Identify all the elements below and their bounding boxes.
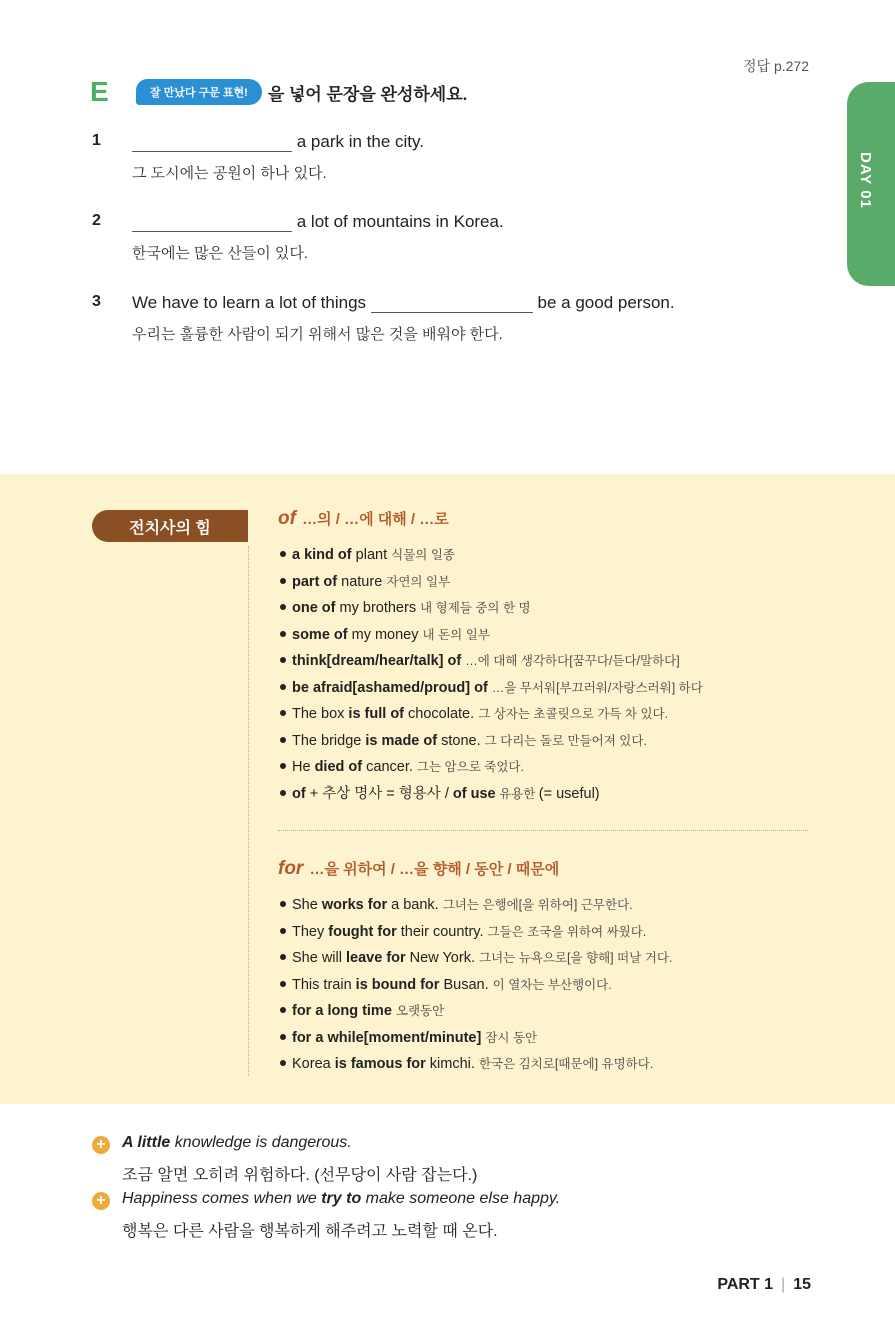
bullet-dot: [280, 790, 286, 796]
bullet-item: He died of cancer. 그는 암으로 죽었다.: [278, 754, 858, 781]
bullet-dot: [280, 1060, 286, 1066]
footer-separator: |: [781, 1276, 786, 1293]
grammar-title: 전치사의 힘: [92, 510, 248, 542]
bullet-dot: [280, 928, 286, 934]
answer-blank[interactable]: [132, 213, 292, 232]
part-label: PART 1: [717, 1276, 774, 1293]
bullet-dot: [280, 763, 286, 769]
section-of: [278, 508, 858, 807]
day-tab[interactable]: [847, 82, 895, 286]
bullet-dot: [280, 1007, 286, 1013]
item-sentence: a lot of mountains in Korea.: [132, 212, 504, 232]
plus-icon: +: [92, 1192, 110, 1210]
quote-korean: 행복은 다른 사람을 행복하게 해주려고 노력할 때 온다.: [122, 1223, 498, 1240]
bullet-dot: [280, 710, 286, 716]
bullet-dot: [280, 551, 286, 557]
bullet-dot: [280, 981, 286, 987]
answer-blank[interactable]: [371, 294, 533, 313]
of-bullet-list: [278, 542, 858, 807]
bullet-dot: [280, 901, 286, 907]
bullet-item: for a while[moment/minute] 잠시 동안: [278, 1025, 858, 1052]
page-number: 15: [793, 1276, 811, 1293]
bullet-dot: [280, 684, 286, 690]
item-sentence: a park in the city.: [132, 132, 424, 152]
item-sentence: We have to learn a lot of things be a good person.: [132, 293, 675, 312]
quote-english: Happiness comes when we try to make someone else happy.: [122, 1190, 561, 1207]
item-translation: 우리는 훌륭한 사람이 되기 위해서 많은 것을 배워야 한다.: [132, 326, 503, 343]
item-translation: 한국에는 많은 산들이 있다.: [132, 245, 309, 262]
day-tab-label: DAY 01: [857, 152, 874, 209]
bullet-item: The bridge is made of stone. 그 다리는 돌로 만들어져 있다.: [278, 728, 858, 755]
bullet-item: part of nature 자연의 일부: [278, 569, 858, 596]
divider-horizontal: [278, 830, 808, 831]
grammar-box: [0, 474, 895, 1104]
bullet-dot: [280, 737, 286, 743]
section-for: [278, 858, 858, 1078]
bullet-dot: [280, 954, 286, 960]
bullet-dot: [280, 1034, 286, 1040]
bullet-item: The box is full of chocolate. 그 상자는 초콜릿으로 가득 차 있다.: [278, 701, 858, 728]
for-bullet-list: [278, 892, 858, 1078]
page-footer: [717, 1276, 811, 1294]
quote-korean: 조금 알면 오히려 위험하다. (선무당이 사람 잡는다.): [122, 1167, 478, 1184]
bullet-item: of + 추상 명사 = 형용사 / of use 유용한 (= useful): [278, 781, 858, 808]
bullet-item: think[dream/hear/talk] of …에 대해 생각하다[꿈꾸다/듣다/말하다]: [278, 648, 858, 675]
item-number: 3: [92, 293, 101, 310]
bullet-item: one of my brothers 내 형제들 중의 한 명: [278, 595, 858, 622]
bullet-item: They fought for their country. 그들은 조국을 위하여 싸웠다.: [278, 919, 858, 946]
exercise-instruction: 을 넣어 문장을 완성하세요.: [267, 84, 468, 104]
bullet-dot: [280, 604, 286, 610]
bullet-item: This train is bound for Busan. 이 열차는 부산행이다.: [278, 972, 858, 999]
item-number: 2: [92, 212, 101, 229]
answer-blank[interactable]: [132, 133, 292, 152]
exercise-letter: E: [90, 76, 109, 107]
exercise-header: [90, 76, 467, 108]
section-heading: of …의 / …에 대해 / …로: [278, 508, 449, 529]
bullet-item: She will leave for New York. 그녀는 뉴욕으로[을 향해] 떠날 거다.: [278, 945, 858, 972]
bullet-item: a kind of plant 식물의 일종: [278, 542, 858, 569]
bullet-dot: [280, 631, 286, 637]
divider-vertical: [248, 546, 249, 1076]
plus-icon: +: [92, 1136, 110, 1154]
bullet-item: Korea is famous for kimchi. 한국은 김치로[때문에] 유명하다.: [278, 1051, 858, 1078]
bullet-item: for a long time 오랫동안: [278, 998, 858, 1025]
bullet-dot: [280, 578, 286, 584]
expression-pill: 잘 만났다 구문 표현!: [136, 79, 262, 105]
section-heading: for …을 위하여 / …을 향해 / 동안 / 때문에: [278, 858, 560, 879]
bullet-dot: [280, 657, 286, 663]
bullet-item: some of my money 내 돈의 일부: [278, 622, 858, 649]
quote-english: A little knowledge is dangerous.: [122, 1134, 352, 1151]
item-translation: 그 도시에는 공원이 하나 있다.: [132, 165, 327, 182]
bullet-item: She works for a bank. 그녀는 은행에[을 위하여] 근무한다.: [278, 892, 858, 919]
item-number: 1: [92, 132, 101, 149]
bullet-item: be afraid[ashamed/proud] of …을 무서워[부끄러워/자랑스러워] 하다: [278, 675, 858, 702]
answer-reference: 정답 p.272: [743, 58, 809, 74]
